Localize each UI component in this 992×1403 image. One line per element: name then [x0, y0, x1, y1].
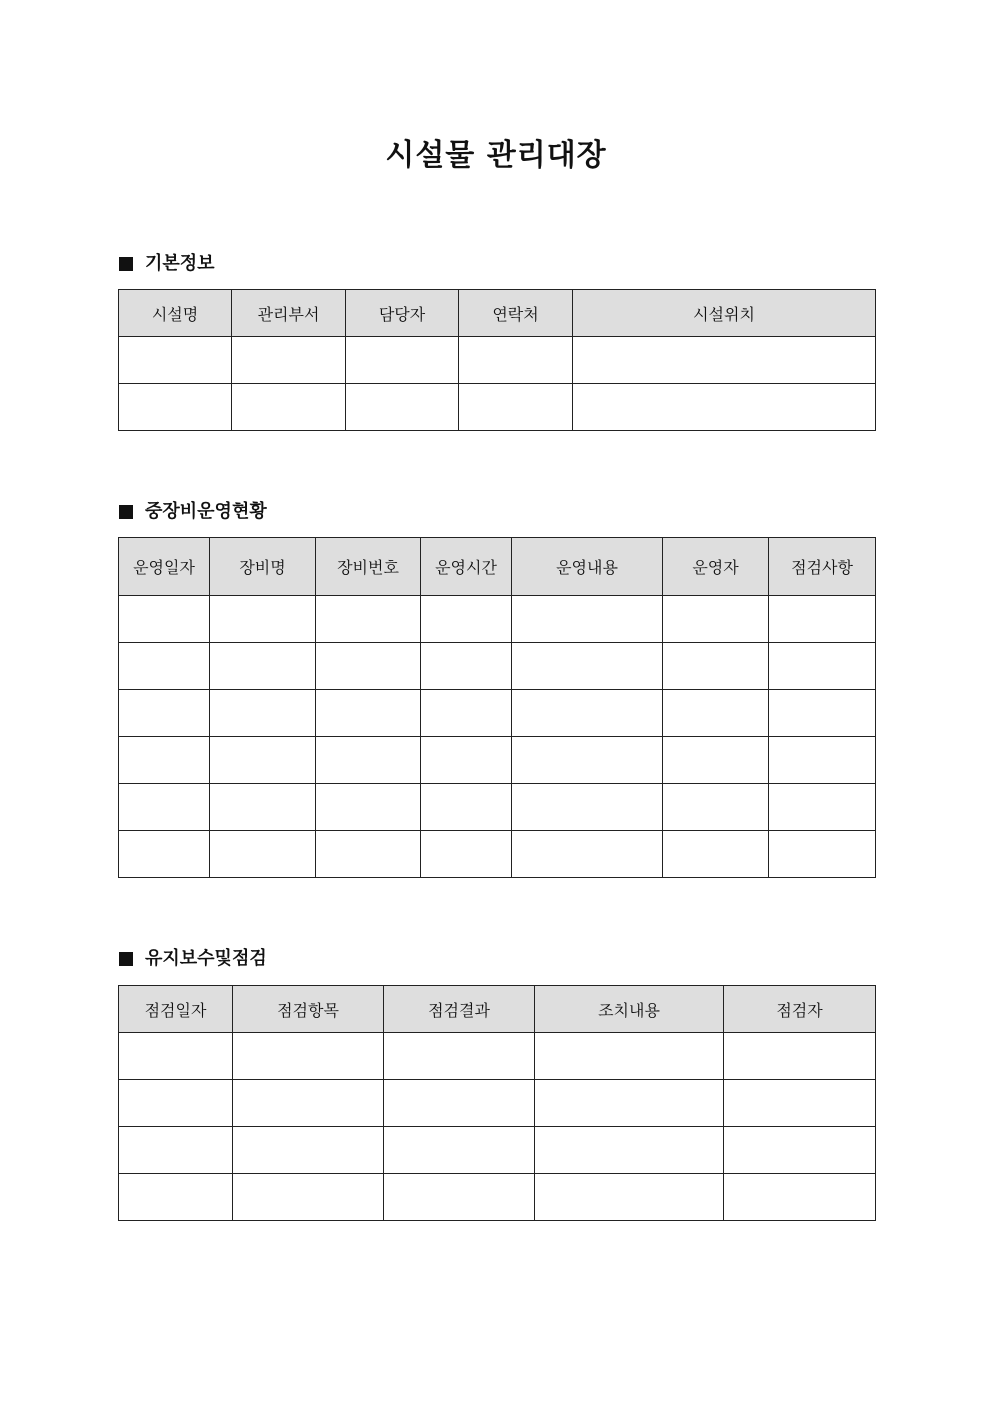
table-cell[interactable]: [233, 1033, 384, 1080]
table-cell[interactable]: [119, 643, 210, 690]
table-cell[interactable]: [316, 596, 421, 643]
table-cell[interactable]: [512, 831, 663, 878]
table-cell[interactable]: [769, 690, 876, 737]
table-cell[interactable]: [769, 831, 876, 878]
table-cell[interactable]: [384, 1127, 535, 1174]
table-cell[interactable]: [663, 643, 769, 690]
table-row: [119, 831, 876, 878]
column-header-facility-name: 시설명: [119, 290, 232, 337]
column-header-inspection-notes: 점검사항: [769, 538, 876, 596]
table-cell[interactable]: [210, 784, 316, 831]
table-cell[interactable]: [119, 1174, 233, 1221]
table-cell[interactable]: [384, 1080, 535, 1127]
table-cell[interactable]: [512, 784, 663, 831]
table-cell[interactable]: [663, 784, 769, 831]
square-bullet-icon: [119, 505, 133, 519]
table-cell[interactable]: [535, 1174, 724, 1221]
table-row: [119, 596, 876, 643]
section-heading-label: 중장비운영현황: [145, 501, 267, 522]
table-cell[interactable]: [535, 1127, 724, 1174]
table-cell[interactable]: [232, 384, 346, 431]
table-cell[interactable]: [724, 1174, 876, 1221]
table-cell[interactable]: [535, 1080, 724, 1127]
table-cell[interactable]: [233, 1127, 384, 1174]
column-header-equipment-number: 장비번호: [316, 538, 421, 596]
table-cell[interactable]: [119, 596, 210, 643]
table-cell[interactable]: [384, 1174, 535, 1221]
table-cell[interactable]: [535, 1033, 724, 1080]
table-cell[interactable]: [573, 384, 876, 431]
column-header-action-taken: 조치내용: [535, 986, 724, 1033]
table-header-row: [119, 538, 876, 596]
table-cell[interactable]: [346, 384, 459, 431]
table-cell[interactable]: [663, 831, 769, 878]
table-row: [119, 1033, 876, 1080]
table-cell[interactable]: [210, 643, 316, 690]
section-heading-heavy-equipment: [119, 499, 267, 525]
table-cell[interactable]: [512, 643, 663, 690]
square-bullet-icon: [119, 257, 133, 271]
column-header-inspection-item: 점검항목: [233, 986, 384, 1033]
table-cell[interactable]: [232, 337, 346, 384]
table-cell[interactable]: [724, 1127, 876, 1174]
table-cell[interactable]: [769, 596, 876, 643]
table-cell[interactable]: [421, 784, 512, 831]
table-cell[interactable]: [119, 337, 232, 384]
table-cell[interactable]: [512, 596, 663, 643]
table-cell[interactable]: [421, 643, 512, 690]
table-cell[interactable]: [724, 1080, 876, 1127]
column-header-contact: 연락처: [459, 290, 573, 337]
table-row: [119, 1080, 876, 1127]
table-row: [119, 384, 876, 431]
table-cell[interactable]: [210, 596, 316, 643]
heavy-equipment-table: [118, 537, 876, 878]
table-cell[interactable]: [316, 784, 421, 831]
table-cell[interactable]: [512, 737, 663, 784]
column-header-department: 관리부서: [232, 290, 346, 337]
square-bullet-icon: [119, 952, 133, 966]
table-header-row: [119, 986, 876, 1033]
column-header-location: 시설위치: [573, 290, 876, 337]
table-cell[interactable]: [512, 690, 663, 737]
table-cell[interactable]: [119, 384, 232, 431]
table-cell[interactable]: [459, 384, 573, 431]
section-heading-label: 기본정보: [145, 253, 215, 274]
basic-info-table: [118, 289, 876, 431]
table-cell[interactable]: [663, 690, 769, 737]
table-cell[interactable]: [119, 1033, 233, 1080]
section-heading-maintenance: [119, 946, 267, 972]
table-cell[interactable]: [421, 831, 512, 878]
column-header-manager: 담당자: [346, 290, 459, 337]
table-cell[interactable]: [421, 737, 512, 784]
column-header-equipment-name: 장비명: [210, 538, 316, 596]
column-header-operation-date: 운영일자: [119, 538, 210, 596]
table-cell[interactable]: [459, 337, 573, 384]
table-cell[interactable]: [724, 1033, 876, 1080]
column-header-inspection-result: 점검결과: [384, 986, 535, 1033]
column-header-operation-details: 운영내용: [512, 538, 663, 596]
table-cell[interactable]: [769, 737, 876, 784]
table-cell[interactable]: [233, 1080, 384, 1127]
table-cell[interactable]: [210, 831, 316, 878]
table-cell[interactable]: [769, 643, 876, 690]
table-cell[interactable]: [316, 737, 421, 784]
column-header-inspector: 점검자: [724, 986, 876, 1033]
table-cell[interactable]: [384, 1033, 535, 1080]
table-cell[interactable]: [573, 337, 876, 384]
table-cell[interactable]: [210, 737, 316, 784]
table-cell[interactable]: [233, 1174, 384, 1221]
table-cell[interactable]: [663, 737, 769, 784]
column-header-inspection-date: 점검일자: [119, 986, 233, 1033]
table-row: [119, 690, 876, 737]
page-title: 시설물 관리대장: [385, 138, 607, 173]
table-cell[interactable]: [421, 690, 512, 737]
table-cell[interactable]: [316, 831, 421, 878]
table-cell[interactable]: [119, 831, 210, 878]
table-row: [119, 1127, 876, 1174]
table-cell[interactable]: [421, 596, 512, 643]
table-row: [119, 784, 876, 831]
section-heading-basic-info: [119, 251, 215, 277]
table-cell[interactable]: [119, 784, 210, 831]
table-row: [119, 643, 876, 690]
table-row: [119, 337, 876, 384]
table-cell[interactable]: [346, 337, 459, 384]
table-cell[interactable]: [119, 1080, 233, 1127]
table-cell[interactable]: [119, 690, 210, 737]
table-cell[interactable]: [316, 643, 421, 690]
table-row: [119, 1174, 876, 1221]
table-cell[interactable]: [210, 690, 316, 737]
table-cell[interactable]: [769, 784, 876, 831]
section-heading-label: 유지보수및점검: [145, 948, 267, 969]
table-cell[interactable]: [316, 690, 421, 737]
column-header-operator: 운영자: [663, 538, 769, 596]
table-cell[interactable]: [663, 596, 769, 643]
column-header-operation-time: 운영시간: [421, 538, 512, 596]
table-row: [119, 737, 876, 784]
table-cell[interactable]: [119, 1127, 233, 1174]
table-header-row: [119, 290, 876, 337]
table-cell[interactable]: [119, 737, 210, 784]
maintenance-table: [118, 985, 876, 1221]
